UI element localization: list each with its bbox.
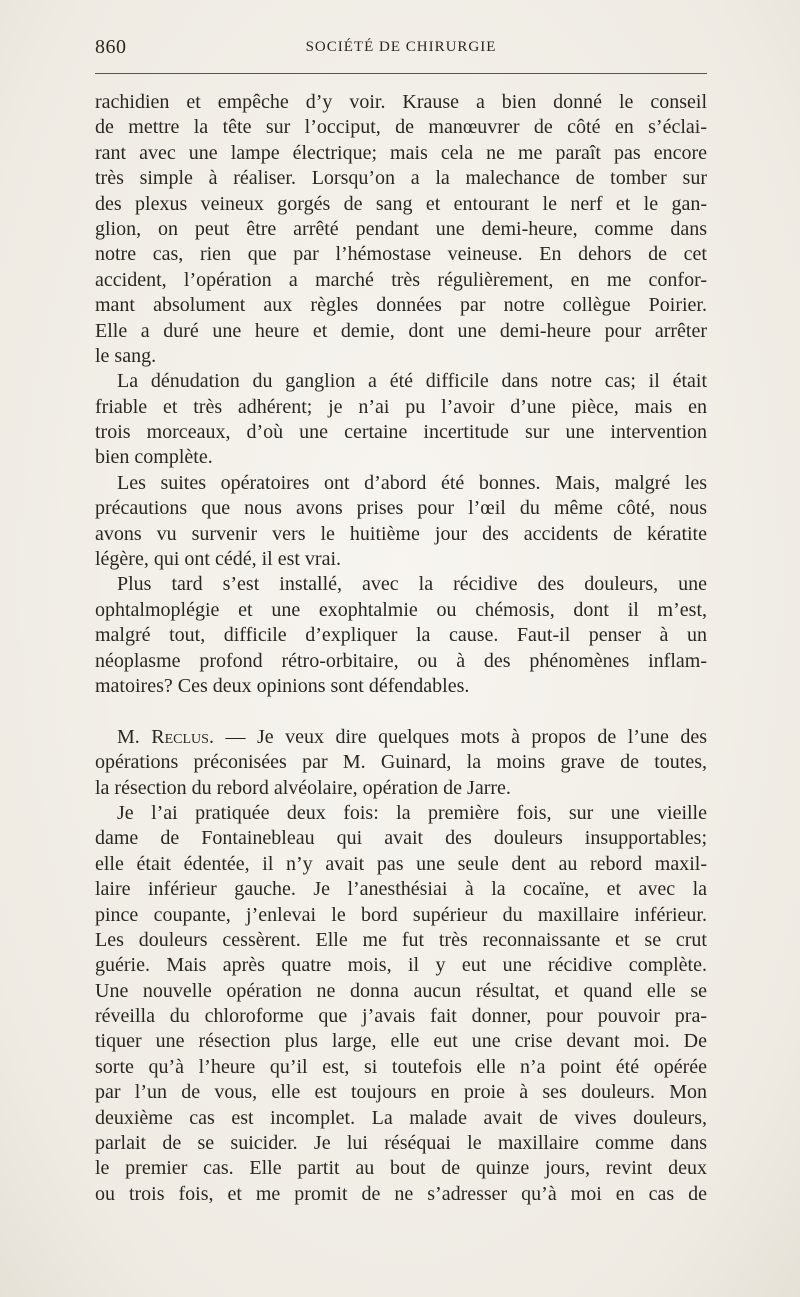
text-line: parlait de se suicider. Je lui réséquai le maxillaire comme dans — [95, 1132, 707, 1155]
paragraph — [95, 369, 707, 471]
text-line: rachidien et empêche d’y voir. Krause a bien donné le conseil — [95, 91, 707, 113]
text-line: très simple à réaliser. Lorsqu’on a la malechance de tomber sur — [95, 167, 707, 190]
text-line: Plus tard s’est installé, avec la récidive des douleurs, une — [117, 573, 707, 596]
text-line: Je l’ai pratiquée deux fois: la première fois, sur une vieille — [117, 801, 707, 824]
text-line: par l’un de vous, elle est toujours en proie à ses douleurs. Mon — [95, 1081, 707, 1104]
text-line: bien complète. — [95, 446, 213, 469]
text-line: dame de Fontainebleau qui avait des douleurs insupportables; — [95, 827, 707, 850]
text-line: elle était édentée, il n’y avait pas une seule dent au rebord maxil- — [95, 852, 707, 875]
text-line: glion, on peut être arrêté pendant une demi-heure, comme dans — [95, 217, 707, 240]
text-line: néoplasme profond rétro-orbitaire, ou à des phénomènes inflam- — [95, 649, 707, 672]
paragraph — [95, 471, 707, 573]
text-line — [95, 725, 707, 750]
text-line: légère, qui ont cédé, il est vrai. — [95, 548, 342, 571]
text-line: réveilla du chloroforme que j’avais fait donner, pour pouvoir pra- — [95, 1005, 707, 1028]
text-line: malgré tout, difficile d’expliquer la cause. Faut-il penser à un — [95, 624, 707, 647]
running-head: SOCIÉTÉ DE CHIRURGIE — [305, 39, 497, 55]
text-line: tiquer une résection plus large, elle eut une crise devant moi. De — [95, 1030, 707, 1053]
text-line: Les douleurs cessèrent. Elle me fut très reconnaissante et se crut — [95, 928, 707, 951]
section-gap — [95, 699, 707, 724]
paragraph — [95, 801, 707, 1207]
paragraph — [95, 90, 707, 369]
text-line: rant avec une lampe électrique; mais cela ne me paraît pas encore — [95, 141, 707, 164]
text-line: sorte qu’à l’heure qu’il est, si toutefois elle n’a point été opérée — [95, 1055, 707, 1078]
text-line: de mettre la tête sur l’occiput, de manœuvrer de côté en s’éclai- — [95, 116, 707, 139]
page-number: 860 — [95, 36, 127, 58]
text-line: opérations préconisées par M. Guinard, la moins grave de toutes, — [95, 751, 707, 774]
page-header — [95, 36, 707, 62]
text-line: Elle a duré une heure et demie, dont une demi-heure pour arrêter — [95, 319, 707, 342]
speaker-line-text: — Je veux dire quelques mots à propos de l’une des — [213, 725, 707, 748]
text-line: laire inférieur gauche. Je l’anesthésiai à la cocaïne, et avec la — [95, 878, 707, 901]
text-line: friable et très adhérent; je n’ai pu l’avoir d’une pièce, mais en — [95, 395, 707, 418]
text-line: guérie. Mais après quatre mois, il y eut une récidive complète. — [95, 954, 707, 977]
header-rule — [95, 73, 707, 74]
text-line: ophtalmoplégie et une exophtalmie ou chémosis, dont il m’est, — [95, 598, 707, 621]
text-line: ou trois fois, et me promit de ne s’adresser qu’à moi en cas de — [95, 1182, 707, 1205]
text-line: matoires? Ces deux opinions sont défendables. — [95, 674, 470, 697]
text-line: La dénudation du ganglion a été difficile dans notre cas; il était — [117, 370, 707, 393]
text-line: deuxième cas est incomplet. La malade avait de vives douleurs, — [95, 1106, 707, 1129]
text-line: le sang. — [95, 344, 157, 367]
text-line: avons vu survenir vers le huitième jour des accidents de kératite — [95, 522, 707, 545]
text-line: précautions que nous avons prises pour l’œil du même côté, nous — [95, 497, 707, 520]
text-line: pince coupante, j’enlevai le bord supérieur du maxillaire inférieur. — [95, 903, 707, 926]
text-line: la résection du rebord alvéolaire, opération de Jarre. — [95, 776, 511, 799]
text-line: trois morceaux, d’où une certaine incertitude sur une intervention — [95, 421, 707, 444]
text-line: accident, l’opération a marché très régulièrement, en me confor- — [95, 268, 707, 291]
text-line: mant absolument aux règles données par notre collègue Poirier. — [95, 294, 707, 317]
speaker-name: M. Reclus. — [117, 725, 214, 748]
text-line: le premier cas. Elle partit au bout de quinze jours, revint deux — [95, 1157, 707, 1180]
text-line: Une nouvelle opération ne donna aucun résultat, et quand elle se — [95, 979, 707, 1002]
paragraph — [95, 572, 707, 699]
text-line: notre cas, rien que par l’hémostase veineuse. En dehors de cet — [95, 243, 707, 266]
body-text — [95, 90, 707, 1207]
paragraph — [95, 725, 707, 801]
text-line: Les suites opératoires ont d’abord été bonnes. Mais, malgré les — [117, 471, 707, 494]
text-line: des plexus veineux gorgés de sang et entourant le nerf et le gan- — [95, 192, 707, 215]
